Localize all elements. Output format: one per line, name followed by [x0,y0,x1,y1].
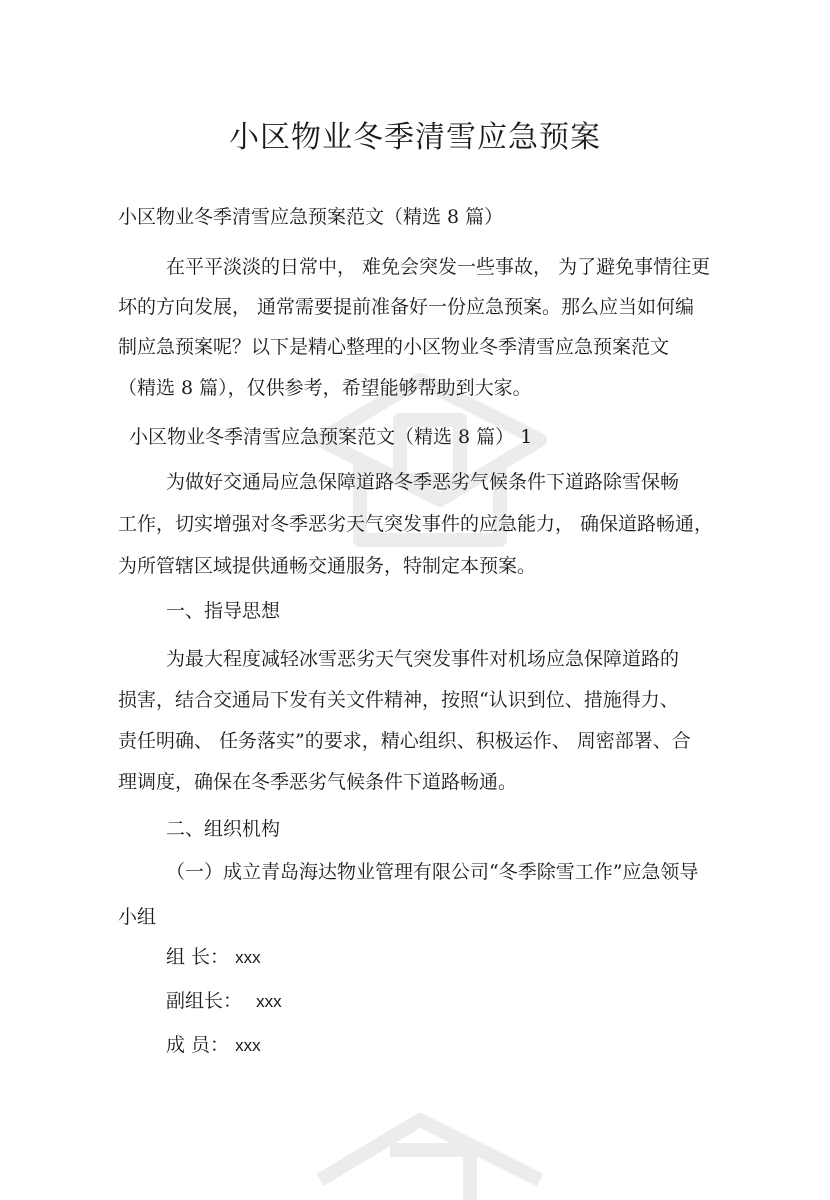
role-label: 副组长： [166,990,243,1012]
intro-line-4: （精选 8 篇），仅供参考，希望能够帮助到大家。 [118,377,532,399]
role-value: xxx [235,1036,261,1055]
subtitle: 小区物业冬季清雪应急预案范文（精选 8 篇） [118,206,504,228]
intro-line-2: 坏的方向发展， 通常需要提前准备好一份应急预案。那么应当如何编 [118,296,695,318]
role-leader [166,943,261,972]
para2-line-4: 理调度，确保在冬季恶劣气候条件下道路畅通。 [118,771,518,793]
section-heading: 小区物业冬季清雪应急预案范文（精选 8 篇） 1 [129,426,533,448]
para3-line-2: 小组 [118,906,157,928]
role-label: 组 长： [166,946,230,968]
heading-organization: 二、组织机构 [166,818,281,840]
para1-line-1: 为做好交通局应急保障道路冬季恶劣气候条件下道路除雪保畅 [166,471,680,493]
intro-line-1: 在平平淡淡的日常中， 难免会突发一些事故， 为了避免事情往更 [166,256,711,278]
document-title: 小区物业冬季清雪应急预案 [229,120,601,155]
para2-line-1: 为最大程度减轻冰雪恶劣天气突发事件对机场应急保障道路的 [166,648,680,670]
para1-line-3: 为所管辖区域提供通畅交通服务，特制定本预案。 [118,555,537,577]
intro-line-3: 制应急预案呢？以下是精心整理的小区物业冬季清雪应急预案范文 [118,336,670,358]
role-value: xxx [235,948,261,967]
para2-line-2: 损害，结合交通局下发有关文件精神，按照“认识到位、措施得力、 [118,689,679,711]
heading-guiding-thought: 一、指导思想 [166,600,281,622]
para1-line-2: 工作，切实增强对冬季恶劣天气突发事件的应急能力， 确保道路畅通， [118,513,714,535]
para2-line-3: 责任明确、 任务落实”的要求，精心组织、积极运作、 周密部署、合 [118,730,691,752]
role-member [166,1031,261,1060]
role-value: xxx [256,992,282,1011]
role-label: 成 员： [166,1034,230,1056]
watermark-logo-bottom [300,1090,560,1200]
para3-line-1: （一）成立青岛海达物业管理有限公司“冬季除雪工作”应急领导 [166,861,699,883]
role-deputy-leader [166,987,282,1016]
